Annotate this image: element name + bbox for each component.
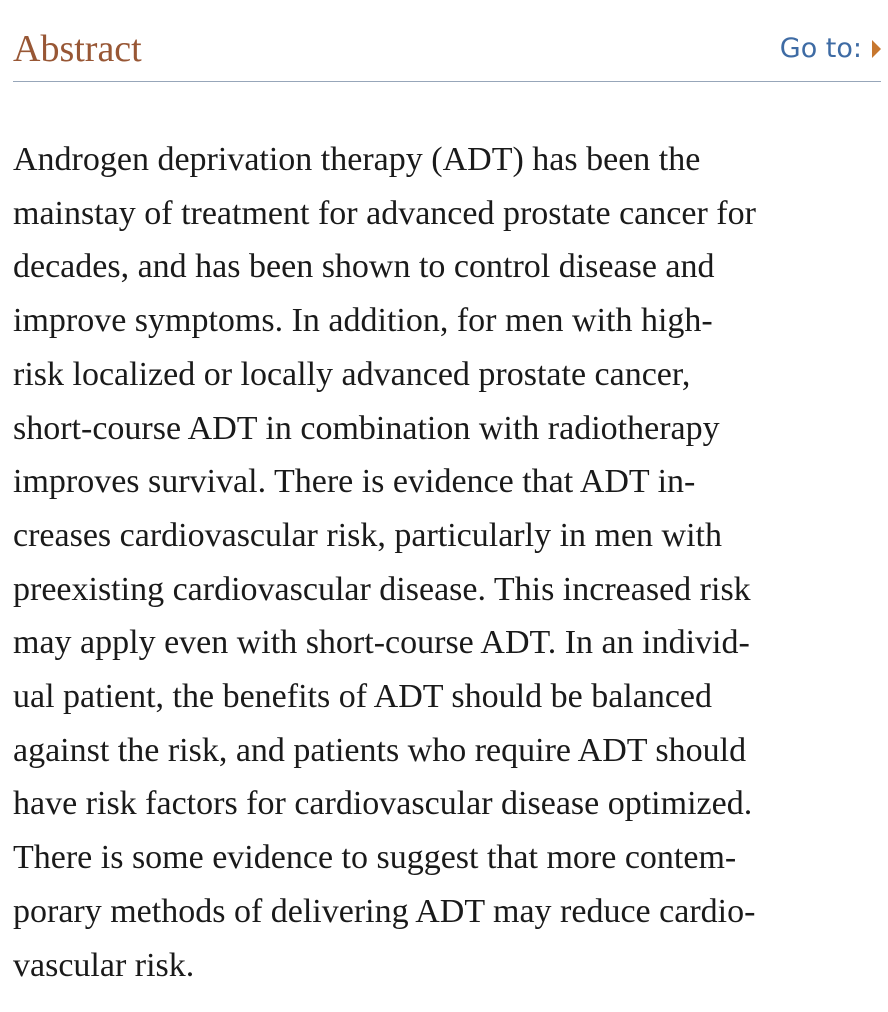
abstract-line: short-course ADT in combination with radiotherapy [13,409,720,447]
abstract-line: decades, and has been shown to control disease and [13,248,715,286]
abstract-line: improves survival. There is evidence that ADT in- [13,463,696,501]
triangle-right-icon[interactable] [872,40,881,58]
abstract-line: creases cardiovascular risk, particularly in men with [13,516,723,554]
section-header [13,0,881,82]
goto-label[interactable]: Go to: [779,33,862,64]
abstract-line: against the risk, and patients who require ADT should [13,731,747,769]
abstract-line: There is some evidence to suggest that more contem- [13,839,737,877]
abstract-line: may apply even with short-course ADT. In an individ- [13,624,750,662]
abstract-line: vascular risk. [13,946,195,984]
section-title: Abstract [13,28,142,70]
abstract-line: preexisting cardiovascular disease. This increased risk [13,570,751,608]
abstract-text [13,133,881,992]
abstract-line: have risk factors for cardiovascular disease optimized. [13,785,753,823]
goto-menu-button[interactable] [780,32,881,66]
abstract-line: risk localized or locally advanced prostate cancer, [13,355,691,393]
abstract-line: ual patient, the benefits of ADT should be balanced [13,678,713,716]
abstract-line: mainstay of treatment for advanced prostate cancer for [13,194,756,232]
abstract-line: Androgen deprivation therapy (ADT) has been the [13,141,701,178]
abstract-line: porary methods of delivering ADT may reduce cardio- [13,892,756,930]
abstract-line: improve symptoms. In addition, for men with high- [13,302,713,340]
